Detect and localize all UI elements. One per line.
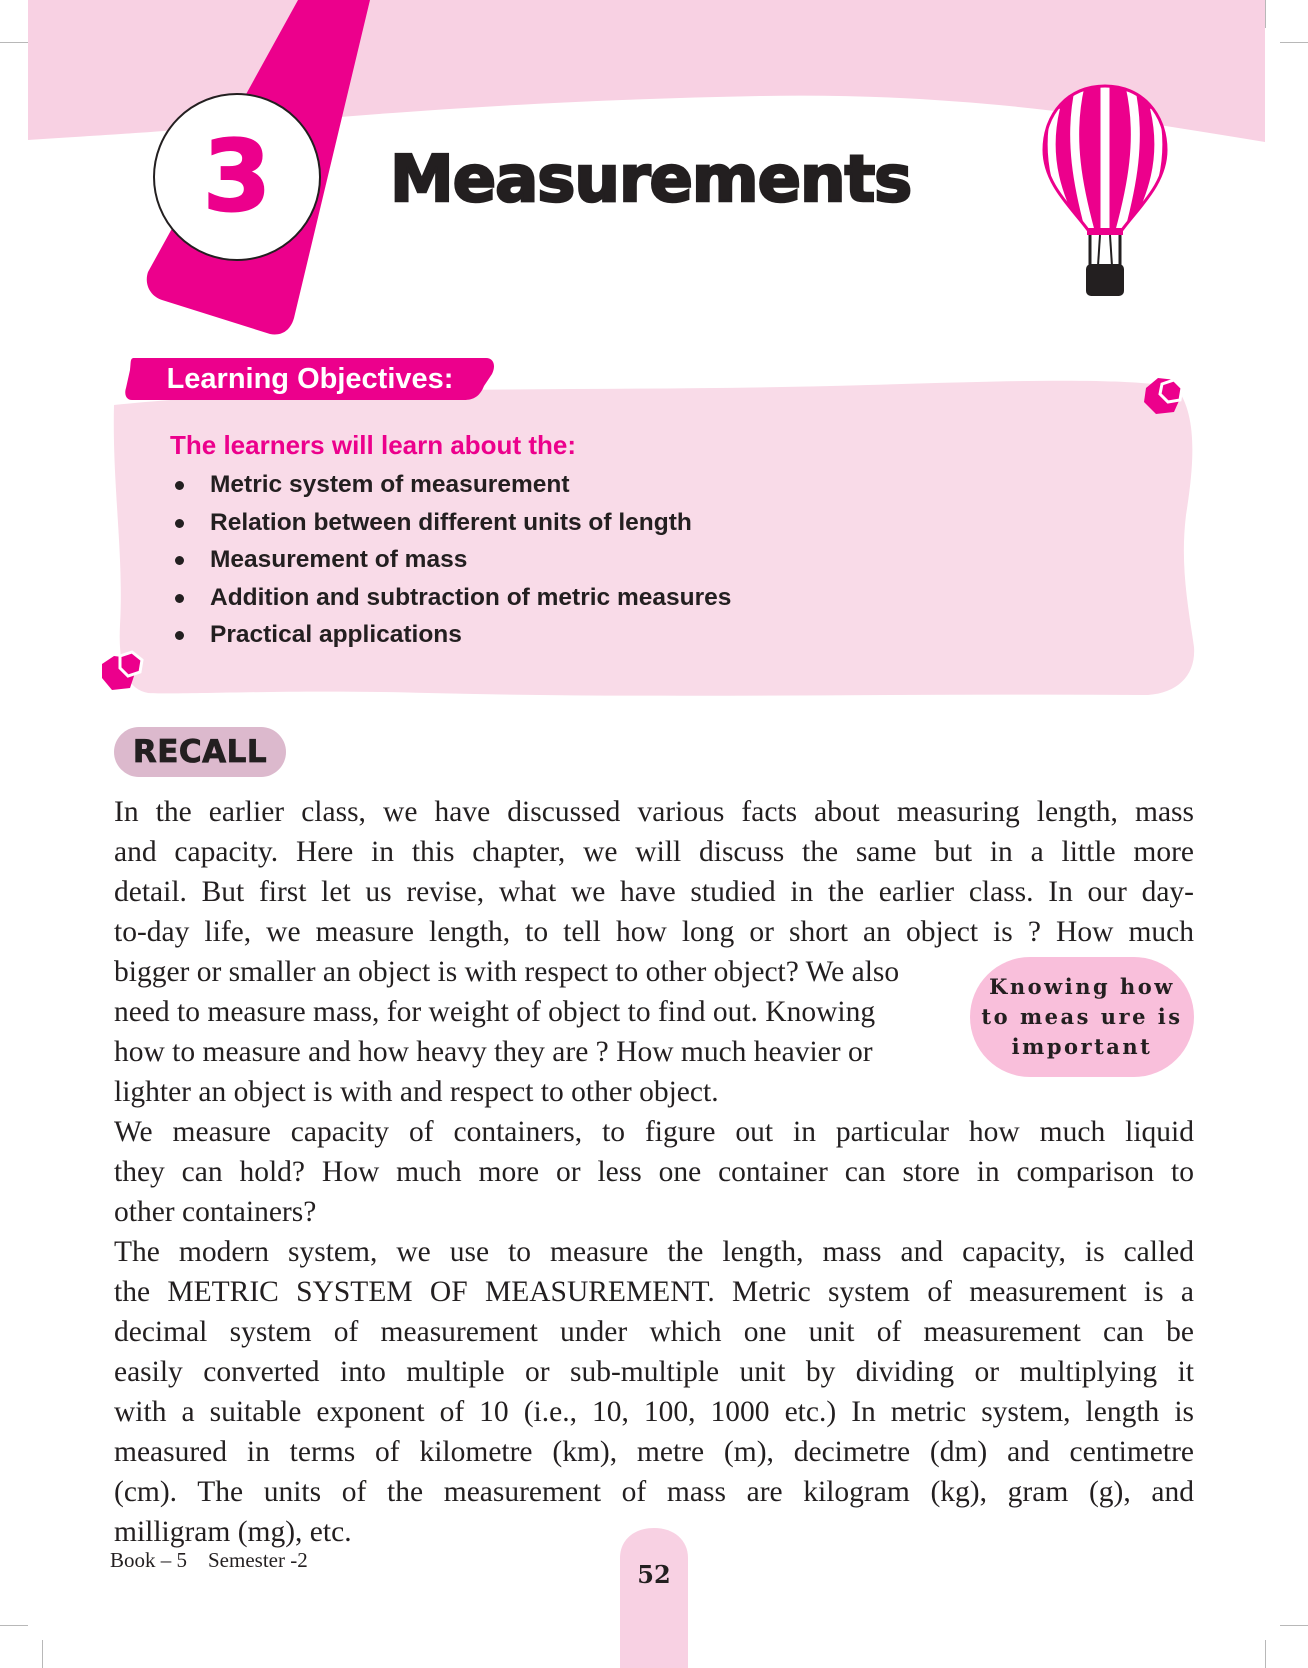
objectives-list (168, 470, 731, 658)
page-number: 52 (637, 1560, 671, 1589)
crop-mark (1265, 1640, 1266, 1668)
text-line: they can hold? How much more or less one container can store in comparison to (114, 1156, 1194, 1188)
chapter-number: 3 (202, 120, 272, 234)
crop-mark (42, 1640, 43, 1668)
side-note-line: Knowing how (989, 974, 1175, 999)
crop-mark (1280, 1625, 1308, 1626)
side-note-line: to meas ure is (981, 1004, 1183, 1029)
text-line: detail. But first let us revise, what we have studied in the earlier class. In our day- (114, 876, 1194, 908)
text-line: to-day life, we measure length, to tell how long or short an object is ? How much (114, 916, 1194, 948)
chapter-title: Measurements (390, 143, 912, 217)
decorative-gem-icon (100, 650, 156, 706)
text-line: In the earlier class, we have discussed various facts about measuring length, mass (114, 796, 1194, 828)
page-number-tab (620, 1528, 688, 1668)
objective-item: Practical applications (168, 620, 731, 658)
footer-book-info: Book – 5 Semester -2 (110, 1548, 308, 1572)
decorative-gem-icon (1138, 372, 1194, 428)
text-line: measured in terms of kilometre (km), metre (m), decimetre (dm) and centimetre (114, 1436, 1194, 1468)
chapter-number-circle (153, 93, 321, 261)
side-note-line: important (1011, 1034, 1153, 1059)
recall-badge (114, 727, 286, 777)
text-line: other containers? (114, 1196, 317, 1228)
text-line: The modern system, we use to measure the length, mass and capacity, is called (114, 1236, 1194, 1268)
text-line: lighter an object is with and respect to other object. (114, 1076, 719, 1108)
text-line: how to measure and how heavy they are ? How much heavier or (114, 1036, 873, 1068)
text-line: milligram (mg), etc. (114, 1516, 352, 1548)
recall-label: RECALL (132, 734, 268, 770)
objectives-heading-tag (124, 356, 496, 402)
objectives-intro: The learners will learn about the: (170, 430, 576, 460)
text-line: the METRIC SYSTEM OF MEASUREMENT. Metric system of measurement is a (114, 1276, 1194, 1308)
recall-paragraph-2 (114, 1112, 1194, 1232)
recall-paragraph-3 (114, 1232, 1194, 1552)
objective-item: Measurement of mass (168, 545, 731, 583)
text-line: We measure capacity of containers, to figure out in particular how much liquid (114, 1116, 1194, 1148)
text-line: (cm). The units of the measurement of mass are kilogram (kg), gram (g), and (114, 1476, 1194, 1508)
objective-item: Relation between different units of length (168, 508, 731, 546)
text-line: easily converted into multiple or sub-multiple unit by dividing or multiplying it (114, 1356, 1194, 1388)
crop-mark (0, 1625, 28, 1626)
objectives-heading: Learning Objectives: (166, 362, 454, 395)
text-line: bigger or smaller an object is with respect to other object? We also (114, 956, 900, 988)
side-note-bubble (970, 957, 1194, 1077)
text-line: need to measure mass, for weight of object to find out. Knowing (114, 996, 876, 1028)
objective-item: Metric system of measurement (168, 470, 731, 508)
text-line: and capacity. Here in this chapter, we will discuss the same but in a little more (114, 836, 1194, 868)
hot-air-balloon-icon (1040, 78, 1170, 303)
text-line: decimal system of measurement under which one unit of measurement can be (114, 1316, 1194, 1348)
objective-item: Addition and subtraction of metric measures (168, 583, 731, 621)
text-line: with a suitable exponent of 10 (i.e., 10, 100, 1000 etc.) In metric system, length is (114, 1396, 1194, 1428)
